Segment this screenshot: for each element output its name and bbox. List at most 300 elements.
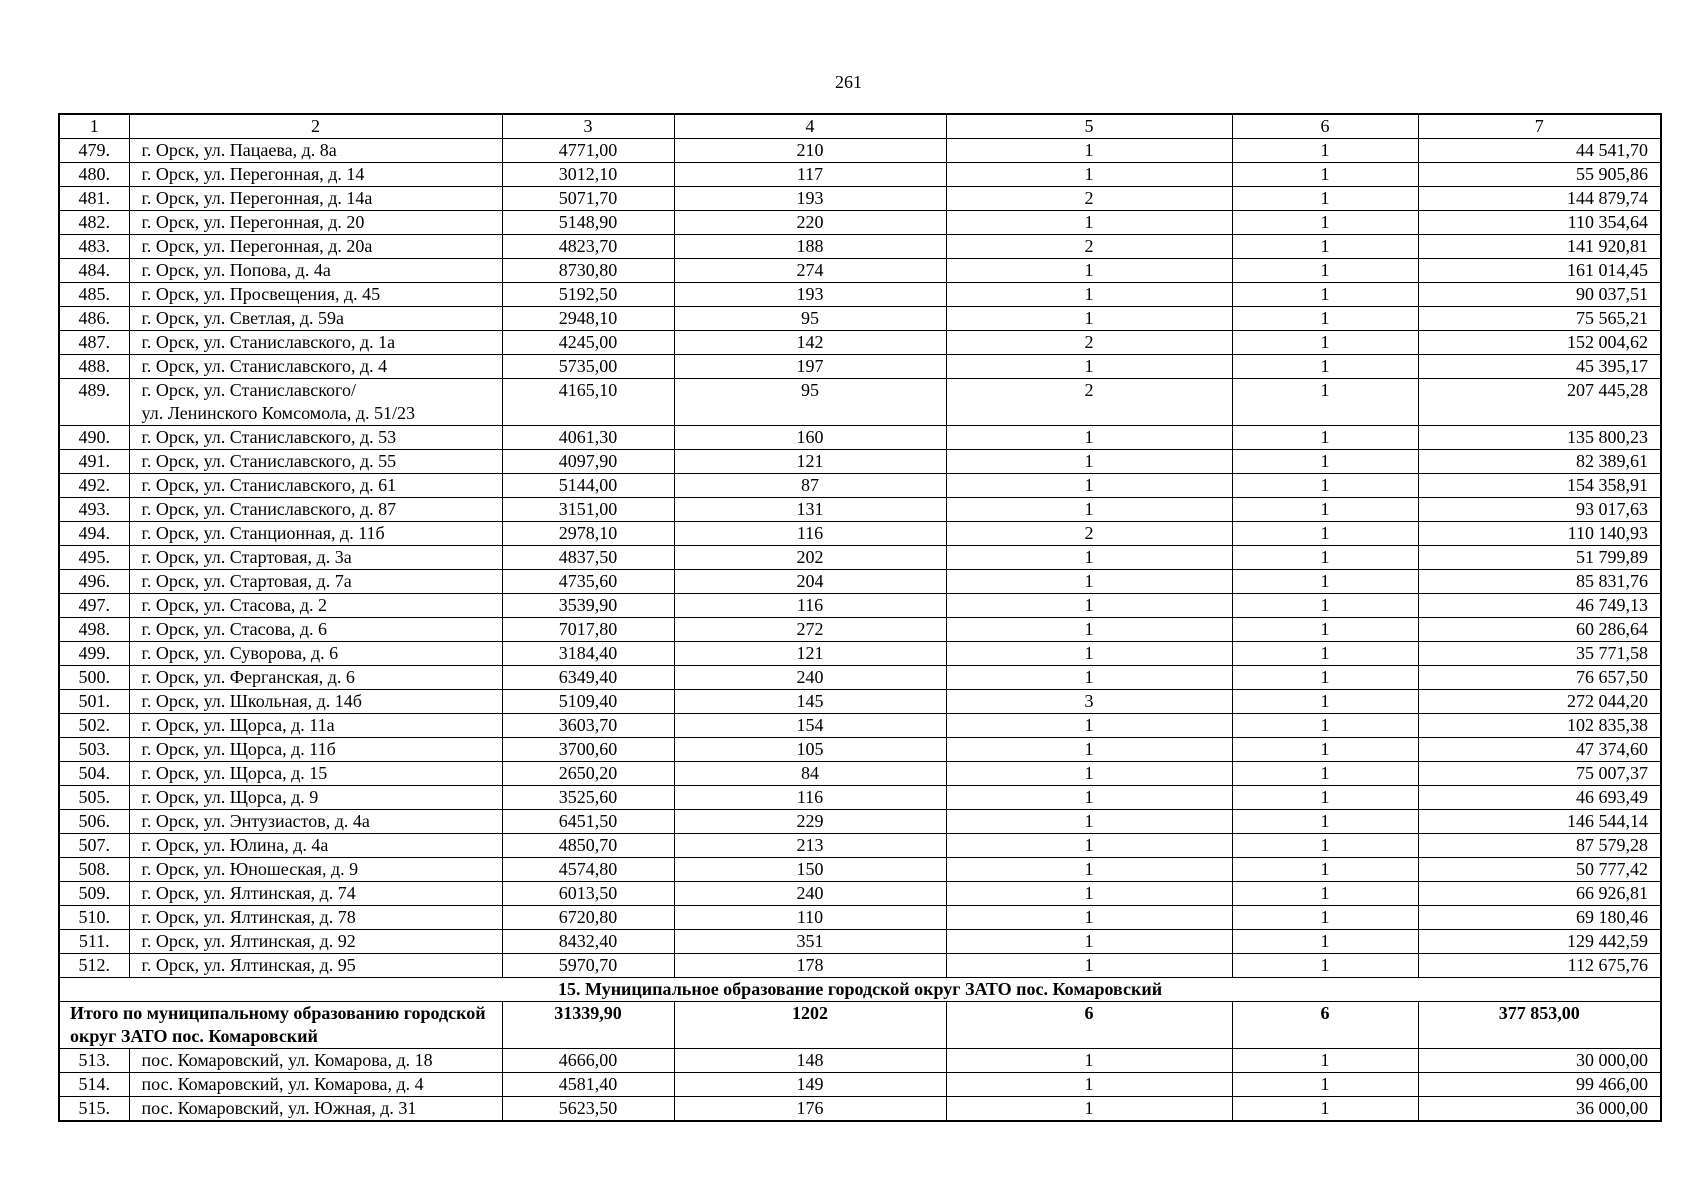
amount: 146 544,14 bbox=[1418, 810, 1661, 834]
address: пос. Комаровский, ул. Комарова, д. 4 bbox=[129, 1073, 502, 1097]
col6-value: 1 bbox=[1232, 331, 1418, 355]
col5-value: 1 bbox=[946, 906, 1232, 930]
table-row bbox=[59, 139, 1661, 163]
column-header: 7 bbox=[1418, 114, 1661, 139]
row-number: 495. bbox=[59, 546, 129, 570]
table-row bbox=[59, 546, 1661, 570]
table-row bbox=[59, 355, 1661, 379]
area: 5735,00 bbox=[502, 355, 674, 379]
row-number: 480. bbox=[59, 163, 129, 187]
row-number: 509. bbox=[59, 882, 129, 906]
col6-value: 1 bbox=[1232, 1073, 1418, 1097]
area: 5144,00 bbox=[502, 474, 674, 498]
residents: 149 bbox=[674, 1073, 946, 1097]
residents: 204 bbox=[674, 570, 946, 594]
address: г. Орск, ул. Юлина, д. 4а bbox=[129, 834, 502, 858]
residents: 274 bbox=[674, 259, 946, 283]
col6-value: 1 bbox=[1232, 882, 1418, 906]
area: 5192,50 bbox=[502, 283, 674, 307]
address: пос. Комаровский, ул. Комарова, д. 18 bbox=[129, 1049, 502, 1073]
row-number: 508. bbox=[59, 858, 129, 882]
col5-value: 1 bbox=[946, 211, 1232, 235]
amount: 102 835,38 bbox=[1418, 714, 1661, 738]
col5-value: 1 bbox=[946, 474, 1232, 498]
col6-value: 1 bbox=[1232, 163, 1418, 187]
column-header: 3 bbox=[502, 114, 674, 139]
row-number: 485. bbox=[59, 283, 129, 307]
area: 7017,80 bbox=[502, 618, 674, 642]
table-row bbox=[59, 954, 1661, 978]
row-number: 491. bbox=[59, 450, 129, 474]
area: 6013,50 bbox=[502, 882, 674, 906]
amount: 207 445,28 bbox=[1418, 379, 1661, 426]
row-number: 498. bbox=[59, 618, 129, 642]
address: г. Орск, ул. Юношеская, д. 9 bbox=[129, 858, 502, 882]
address: г. Орск, ул. Ялтинская, д. 74 bbox=[129, 882, 502, 906]
row-number: 493. bbox=[59, 498, 129, 522]
col5-value: 2 bbox=[946, 522, 1232, 546]
amount: 99 466,00 bbox=[1418, 1073, 1661, 1097]
amount: 141 920,81 bbox=[1418, 235, 1661, 259]
area: 2650,20 bbox=[502, 762, 674, 786]
col5-value: 1 bbox=[946, 426, 1232, 450]
table-row bbox=[59, 738, 1661, 762]
col5-value: 2 bbox=[946, 235, 1232, 259]
col5-value: 1 bbox=[946, 139, 1232, 163]
col5-value: 1 bbox=[946, 450, 1232, 474]
amount: 110 354,64 bbox=[1418, 211, 1661, 235]
address: г. Орск, ул. Попова, д. 4а bbox=[129, 259, 502, 283]
col5-value: 1 bbox=[946, 858, 1232, 882]
residents: 148 bbox=[674, 1049, 946, 1073]
amount: 51 799,89 bbox=[1418, 546, 1661, 570]
address: г. Орск, ул. Станционная, д. 11б bbox=[129, 522, 502, 546]
address: г. Орск, ул. Ялтинская, д. 92 bbox=[129, 930, 502, 954]
address: г. Орск, ул. Станиславского, д. 55 bbox=[129, 450, 502, 474]
amount: 47 374,60 bbox=[1418, 738, 1661, 762]
residents: 116 bbox=[674, 522, 946, 546]
col5-value: 1 bbox=[946, 666, 1232, 690]
col6-value: 1 bbox=[1232, 642, 1418, 666]
column-header: 6 bbox=[1232, 114, 1418, 139]
amount: 30 000,00 bbox=[1418, 1049, 1661, 1073]
row-number: 505. bbox=[59, 786, 129, 810]
col6-value: 1 bbox=[1232, 690, 1418, 714]
row-number: 510. bbox=[59, 906, 129, 930]
housing-table bbox=[58, 113, 1662, 1122]
column-header: 4 bbox=[674, 114, 946, 139]
area: 8432,40 bbox=[502, 930, 674, 954]
col6-value: 1 bbox=[1232, 906, 1418, 930]
amount: 50 777,42 bbox=[1418, 858, 1661, 882]
amount: 87 579,28 bbox=[1418, 834, 1661, 858]
address: г. Орск, ул. Щорса, д. 11б bbox=[129, 738, 502, 762]
address: г. Орск, ул. Энтузиастов, д. 4а bbox=[129, 810, 502, 834]
row-number: 484. bbox=[59, 259, 129, 283]
col6-value: 1 bbox=[1232, 618, 1418, 642]
table-row bbox=[59, 618, 1661, 642]
col5-value: 1 bbox=[946, 307, 1232, 331]
residents: 116 bbox=[674, 594, 946, 618]
amount: 36 000,00 bbox=[1418, 1097, 1661, 1122]
col6-value: 1 bbox=[1232, 762, 1418, 786]
residents: 210 bbox=[674, 139, 946, 163]
col6-value: 1 bbox=[1232, 834, 1418, 858]
area: 3700,60 bbox=[502, 738, 674, 762]
row-number: 507. bbox=[59, 834, 129, 858]
amount: 35 771,58 bbox=[1418, 642, 1661, 666]
row-number: 502. bbox=[59, 714, 129, 738]
residents: 272 bbox=[674, 618, 946, 642]
table-row bbox=[59, 930, 1661, 954]
address: г. Орск, ул. Перегонная, д. 14а bbox=[129, 187, 502, 211]
area: 2948,10 bbox=[502, 307, 674, 331]
area: 3184,40 bbox=[502, 642, 674, 666]
row-number: 486. bbox=[59, 307, 129, 331]
table-row bbox=[59, 834, 1661, 858]
area: 4666,00 bbox=[502, 1049, 674, 1073]
residents: 95 bbox=[674, 379, 946, 426]
table-row bbox=[59, 163, 1661, 187]
col5-value: 1 bbox=[946, 498, 1232, 522]
residents: 229 bbox=[674, 810, 946, 834]
col5-value: 1 bbox=[946, 714, 1232, 738]
col6-value: 1 bbox=[1232, 594, 1418, 618]
col5-value: 1 bbox=[946, 594, 1232, 618]
address: г. Орск, ул. Стартовая, д. 3а bbox=[129, 546, 502, 570]
row-number: 482. bbox=[59, 211, 129, 235]
row-number: 494. bbox=[59, 522, 129, 546]
amount: 85 831,76 bbox=[1418, 570, 1661, 594]
col5-value: 1 bbox=[946, 1097, 1232, 1122]
row-number: 506. bbox=[59, 810, 129, 834]
col5-value: 1 bbox=[946, 355, 1232, 379]
total-col4: 1202 bbox=[674, 1002, 946, 1049]
total-col6: 6 bbox=[1232, 1002, 1418, 1049]
total-col3: 31339,90 bbox=[502, 1002, 674, 1049]
row-number: 503. bbox=[59, 738, 129, 762]
amount: 272 044,20 bbox=[1418, 690, 1661, 714]
area: 4245,00 bbox=[502, 331, 674, 355]
col6-value: 1 bbox=[1232, 450, 1418, 474]
col5-value: 1 bbox=[946, 930, 1232, 954]
col5-value: 1 bbox=[946, 618, 1232, 642]
col6-value: 1 bbox=[1232, 858, 1418, 882]
row-number: 490. bbox=[59, 426, 129, 450]
area: 5970,70 bbox=[502, 954, 674, 978]
address: г. Орск, ул. Стасова, д. 6 bbox=[129, 618, 502, 642]
address: г. Орск, ул. Ялтинская, д. 95 bbox=[129, 954, 502, 978]
col6-value: 1 bbox=[1232, 139, 1418, 163]
address: г. Орск, ул. Ялтинская, д. 78 bbox=[129, 906, 502, 930]
col6-value: 1 bbox=[1232, 259, 1418, 283]
residents: 105 bbox=[674, 738, 946, 762]
residents: 87 bbox=[674, 474, 946, 498]
area: 5623,50 bbox=[502, 1097, 674, 1122]
col5-value: 1 bbox=[946, 283, 1232, 307]
area: 5071,70 bbox=[502, 187, 674, 211]
amount: 75 565,21 bbox=[1418, 307, 1661, 331]
amount: 66 926,81 bbox=[1418, 882, 1661, 906]
table-row bbox=[59, 498, 1661, 522]
amount: 82 389,61 bbox=[1418, 450, 1661, 474]
area: 6451,50 bbox=[502, 810, 674, 834]
col6-value: 1 bbox=[1232, 810, 1418, 834]
area: 4771,00 bbox=[502, 139, 674, 163]
area: 3539,90 bbox=[502, 594, 674, 618]
amount: 75 007,37 bbox=[1418, 762, 1661, 786]
amount: 55 905,86 bbox=[1418, 163, 1661, 187]
residents: 154 bbox=[674, 714, 946, 738]
table-row bbox=[59, 570, 1661, 594]
row-number: 487. bbox=[59, 331, 129, 355]
address: г. Орск, ул. Щорса, д. 15 bbox=[129, 762, 502, 786]
amount: 154 358,91 bbox=[1418, 474, 1661, 498]
table-row bbox=[59, 642, 1661, 666]
col6-value: 1 bbox=[1232, 474, 1418, 498]
residents: 110 bbox=[674, 906, 946, 930]
residents: 142 bbox=[674, 331, 946, 355]
table-row bbox=[59, 211, 1661, 235]
address: г. Орск, ул. Станиславского, д. 61 bbox=[129, 474, 502, 498]
address: г. Орск, ул. Перегонная, д. 14 bbox=[129, 163, 502, 187]
col5-value: 2 bbox=[946, 379, 1232, 426]
col5-value: 1 bbox=[946, 738, 1232, 762]
table-row bbox=[59, 259, 1661, 283]
amount: 90 037,51 bbox=[1418, 283, 1661, 307]
amount: 112 675,76 bbox=[1418, 954, 1661, 978]
col6-value: 1 bbox=[1232, 1097, 1418, 1122]
row-number: 514. bbox=[59, 1073, 129, 1097]
total-col5: 6 bbox=[946, 1002, 1232, 1049]
row-number: 501. bbox=[59, 690, 129, 714]
col6-value: 1 bbox=[1232, 570, 1418, 594]
area: 4061,30 bbox=[502, 426, 674, 450]
table-row bbox=[59, 307, 1661, 331]
amount: 135 800,23 bbox=[1418, 426, 1661, 450]
col6-value: 1 bbox=[1232, 546, 1418, 570]
column-header: 5 bbox=[946, 114, 1232, 139]
col5-value: 2 bbox=[946, 331, 1232, 355]
address: г. Орск, ул. Ферганская, д. 6 bbox=[129, 666, 502, 690]
area: 3151,00 bbox=[502, 498, 674, 522]
row-number: 481. bbox=[59, 187, 129, 211]
table-row bbox=[59, 379, 1661, 426]
amount: 44 541,70 bbox=[1418, 139, 1661, 163]
col6-value: 1 bbox=[1232, 714, 1418, 738]
area: 6349,40 bbox=[502, 666, 674, 690]
amount: 110 140,93 bbox=[1418, 522, 1661, 546]
residents: 121 bbox=[674, 642, 946, 666]
section-title: 15. Муниципальное образование городской округ ЗАТО пос. Комаровский bbox=[59, 978, 1661, 1002]
col6-value: 1 bbox=[1232, 235, 1418, 259]
address: г. Орск, ул. Щорса, д. 11а bbox=[129, 714, 502, 738]
area: 4581,40 bbox=[502, 1073, 674, 1097]
area: 8730,80 bbox=[502, 259, 674, 283]
row-number: 504. bbox=[59, 762, 129, 786]
table-row bbox=[59, 690, 1661, 714]
amount: 46 693,49 bbox=[1418, 786, 1661, 810]
area: 4823,70 bbox=[502, 235, 674, 259]
table-row bbox=[59, 666, 1661, 690]
col6-value: 1 bbox=[1232, 522, 1418, 546]
area: 4837,50 bbox=[502, 546, 674, 570]
area: 5109,40 bbox=[502, 690, 674, 714]
col5-value: 1 bbox=[946, 570, 1232, 594]
area: 3012,10 bbox=[502, 163, 674, 187]
address: г. Орск, ул. Станиславского, д. 1а bbox=[129, 331, 502, 355]
residents: 131 bbox=[674, 498, 946, 522]
residents: 193 bbox=[674, 187, 946, 211]
address: г. Орск, ул. Стасова, д. 2 bbox=[129, 594, 502, 618]
col6-value: 1 bbox=[1232, 666, 1418, 690]
residents: 240 bbox=[674, 666, 946, 690]
address: г. Орск, ул. Перегонная, д. 20а bbox=[129, 235, 502, 259]
col5-value: 2 bbox=[946, 187, 1232, 211]
address: г. Орск, ул. Школьная, д. 14б bbox=[129, 690, 502, 714]
table-row bbox=[59, 426, 1661, 450]
table-row bbox=[59, 1097, 1661, 1122]
col6-value: 1 bbox=[1232, 786, 1418, 810]
area: 4097,90 bbox=[502, 450, 674, 474]
section-title-row bbox=[59, 978, 1661, 1002]
residents: 197 bbox=[674, 355, 946, 379]
col6-value: 1 bbox=[1232, 379, 1418, 426]
col5-value: 3 bbox=[946, 690, 1232, 714]
residents: 116 bbox=[674, 786, 946, 810]
row-number: 513. bbox=[59, 1049, 129, 1073]
row-number: 515. bbox=[59, 1097, 129, 1122]
table-row bbox=[59, 474, 1661, 498]
amount: 60 286,64 bbox=[1418, 618, 1661, 642]
col6-value: 1 bbox=[1232, 1049, 1418, 1073]
column-number-header-row bbox=[59, 114, 1661, 139]
col6-value: 1 bbox=[1232, 355, 1418, 379]
amount: 161 014,45 bbox=[1418, 259, 1661, 283]
residents: 351 bbox=[674, 930, 946, 954]
table-row bbox=[59, 331, 1661, 355]
col6-value: 1 bbox=[1232, 498, 1418, 522]
table-row bbox=[59, 882, 1661, 906]
row-number: 479. bbox=[59, 139, 129, 163]
col5-value: 1 bbox=[946, 163, 1232, 187]
residents: 220 bbox=[674, 211, 946, 235]
table-row bbox=[59, 450, 1661, 474]
table-row bbox=[59, 283, 1661, 307]
table-row bbox=[59, 594, 1661, 618]
column-header: 1 bbox=[59, 114, 129, 139]
residents: 193 bbox=[674, 283, 946, 307]
col5-value: 1 bbox=[946, 810, 1232, 834]
area: 4735,60 bbox=[502, 570, 674, 594]
amount: 93 017,63 bbox=[1418, 498, 1661, 522]
address: г. Орск, ул. Станиславского, д. 87 bbox=[129, 498, 502, 522]
row-number: 488. bbox=[59, 355, 129, 379]
table-row bbox=[59, 522, 1661, 546]
residents: 202 bbox=[674, 546, 946, 570]
table-row bbox=[59, 187, 1661, 211]
col6-value: 1 bbox=[1232, 187, 1418, 211]
residents: 188 bbox=[674, 235, 946, 259]
amount: 46 749,13 bbox=[1418, 594, 1661, 618]
col6-value: 1 bbox=[1232, 738, 1418, 762]
table-row bbox=[59, 1049, 1661, 1073]
address: г. Орск, ул. Станиславского, д. 53 bbox=[129, 426, 502, 450]
amount: 45 395,17 bbox=[1418, 355, 1661, 379]
address: г. Орск, ул. Щорса, д. 9 bbox=[129, 786, 502, 810]
col6-value: 1 bbox=[1232, 954, 1418, 978]
row-number: 496. bbox=[59, 570, 129, 594]
amount: 152 004,62 bbox=[1418, 331, 1661, 355]
residents: 145 bbox=[674, 690, 946, 714]
area: 4574,80 bbox=[502, 858, 674, 882]
table-row bbox=[59, 714, 1661, 738]
address: г. Орск, ул. Станиславского/ ул. Ленинского Комсомола, д. 51/23 bbox=[129, 379, 502, 426]
col6-value: 1 bbox=[1232, 930, 1418, 954]
col5-value: 1 bbox=[946, 259, 1232, 283]
area: 3603,70 bbox=[502, 714, 674, 738]
amount: 129 442,59 bbox=[1418, 930, 1661, 954]
residents: 95 bbox=[674, 307, 946, 331]
table-row bbox=[59, 235, 1661, 259]
total-row bbox=[59, 1002, 1661, 1049]
col6-value: 1 bbox=[1232, 307, 1418, 331]
total-label: Итого по муниципальному образованию городской округ ЗАТО пос. Комаровский bbox=[59, 1002, 502, 1049]
address: г. Орск, ул. Просвещения, д. 45 bbox=[129, 283, 502, 307]
col6-value: 1 bbox=[1232, 283, 1418, 307]
area: 2978,10 bbox=[502, 522, 674, 546]
address: г. Орск, ул. Перегонная, д. 20 bbox=[129, 211, 502, 235]
row-number: 489. bbox=[59, 379, 129, 426]
table-row bbox=[59, 786, 1661, 810]
address: г. Орск, ул. Светлая, д. 59а bbox=[129, 307, 502, 331]
row-number: 497. bbox=[59, 594, 129, 618]
amount: 69 180,46 bbox=[1418, 906, 1661, 930]
col6-value: 1 bbox=[1232, 426, 1418, 450]
row-number: 499. bbox=[59, 642, 129, 666]
col5-value: 1 bbox=[946, 642, 1232, 666]
table-row bbox=[59, 1073, 1661, 1097]
residents: 160 bbox=[674, 426, 946, 450]
table-row bbox=[59, 858, 1661, 882]
area: 4850,70 bbox=[502, 834, 674, 858]
total-col7: 377 853,00 bbox=[1418, 1002, 1661, 1049]
address: г. Орск, ул. Стартовая, д. 7а bbox=[129, 570, 502, 594]
area: 6720,80 bbox=[502, 906, 674, 930]
col6-value: 1 bbox=[1232, 211, 1418, 235]
col5-value: 1 bbox=[946, 1049, 1232, 1073]
residents: 150 bbox=[674, 858, 946, 882]
address: г. Орск, ул. Станиславского, д. 4 bbox=[129, 355, 502, 379]
amount: 76 657,50 bbox=[1418, 666, 1661, 690]
residents: 117 bbox=[674, 163, 946, 187]
row-number: 483. bbox=[59, 235, 129, 259]
residents: 176 bbox=[674, 1097, 946, 1122]
row-number: 511. bbox=[59, 930, 129, 954]
area: 4165,10 bbox=[502, 379, 674, 426]
residents: 84 bbox=[674, 762, 946, 786]
address: г. Орск, ул. Пацаева, д. 8а bbox=[129, 139, 502, 163]
col5-value: 1 bbox=[946, 786, 1232, 810]
col5-value: 1 bbox=[946, 954, 1232, 978]
address: пос. Комаровский, ул. Южная, д. 31 bbox=[129, 1097, 502, 1122]
column-header: 2 bbox=[129, 114, 502, 139]
table-body bbox=[59, 114, 1661, 1121]
area: 5148,90 bbox=[502, 211, 674, 235]
residents: 178 bbox=[674, 954, 946, 978]
col5-value: 1 bbox=[946, 882, 1232, 906]
area: 3525,60 bbox=[502, 786, 674, 810]
